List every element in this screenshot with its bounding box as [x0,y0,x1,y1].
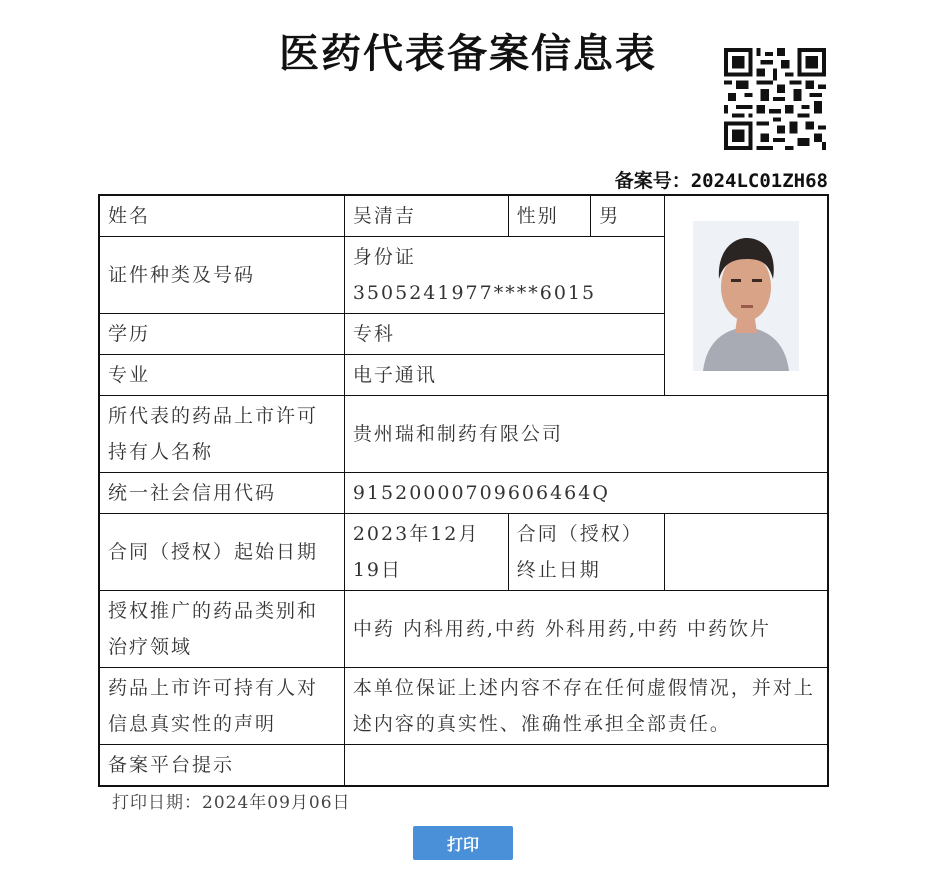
avatar [693,221,799,371]
record-number-value: 2024LC01ZH68 [690,170,828,192]
drug-category-label: 授权推广的药品类别和治疗领域 [99,591,344,668]
print-button[interactable]: 打印 [413,826,513,860]
gender-value: 男 [591,195,664,237]
name-label: 姓名 [99,195,344,237]
education-label: 学历 [99,314,344,355]
contract-end-label: 合同（授权）终止日期 [508,514,664,591]
gender-label: 性别 [508,195,590,237]
platform-notice-value [344,745,828,787]
record-number [615,166,828,193]
name-value: 吴清吉 [344,195,508,237]
contract-end-value [664,514,828,591]
credit-code-value: 91520000709606464Q [344,473,828,514]
education-value: 专科 [344,314,664,355]
contract-start-value: 2023年12月19日 [344,514,508,591]
major-value: 电子通讯 [344,355,664,396]
drug-category-value: 中药 内科用药,中药 外科用药,中药 中药饮片 [344,591,828,668]
statement-value: 本单位保证上述内容不存在任何虚假情况，并对上述内容的真实性、准确性承担全部责任。 [344,668,828,745]
contract-start-label: 合同（授权）起始日期 [99,514,344,591]
statement-label: 药品上市许可持有人对信息真实性的声明 [99,668,344,745]
id-label: 证件种类及号码 [99,237,344,314]
photo-cell [664,195,828,396]
major-label: 专业 [99,355,344,396]
record-number-label: 备案号： [614,170,691,192]
qr-code-icon [724,48,826,150]
holder-value: 贵州瑞和制药有限公司 [344,396,828,473]
print-date: 打印日期：2024年09月06日 [112,793,351,813]
id-value: 身份证 3505241977****6015 [344,237,664,314]
holder-label: 所代表的药品上市许可持有人名称 [99,396,344,473]
credit-code-label: 统一社会信用代码 [99,473,344,514]
platform-notice-label: 备案平台提示 [99,745,344,787]
page-title: 医药代表备案信息表 [279,30,657,77]
info-table [98,194,829,787]
